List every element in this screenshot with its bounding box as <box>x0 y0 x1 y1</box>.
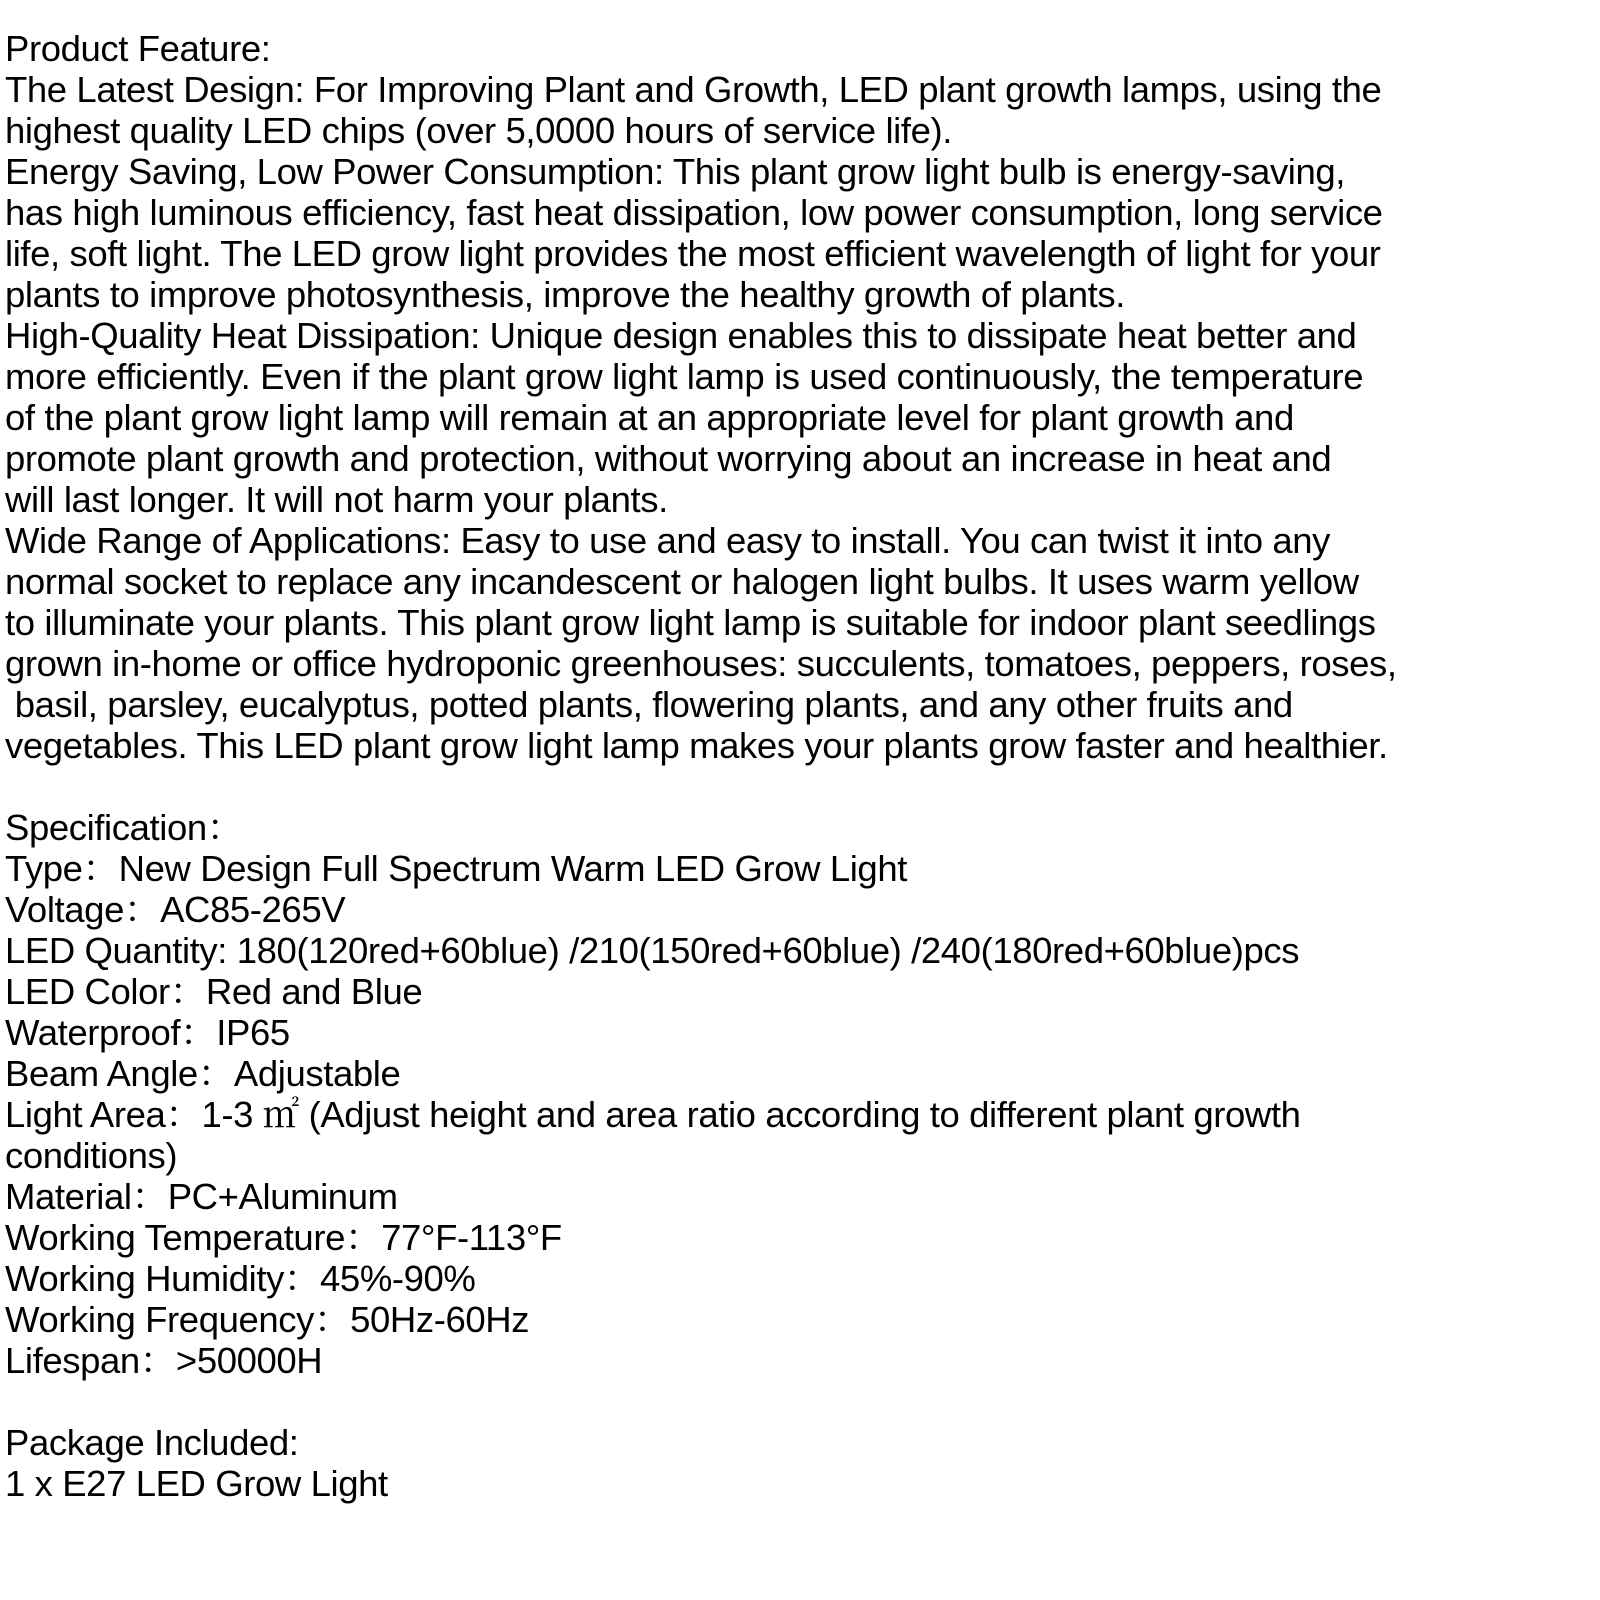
feature-line: to illuminate your plants. This plant grow light lamp is suitable for indoor plant seedlings <box>5 602 1376 643</box>
feature-line: basil, parsley, eucalyptus, potted plants, flowering plants, and any other fruits and <box>5 684 1293 725</box>
package-line: 1 x E27 LED Grow Light <box>5 1463 388 1504</box>
product-feature-section <box>5 28 1597 766</box>
specification-heading: Specification： <box>5 807 243 848</box>
spec-line: Beam Angle：Adjustable <box>5 1053 401 1094</box>
feature-line: normal socket to replace any incandescent or halogen light bulbs. It uses warm yellow <box>5 561 1359 602</box>
spec-line: Working Humidity：45%-90% <box>5 1258 476 1299</box>
feature-line: highest quality LED chips (over 5,0000 hours of service life). <box>5 110 952 151</box>
spec-line: Light Area：1-3 ㎡ (Adjust height and area ratio according to different plant growth <box>5 1094 1301 1135</box>
spec-line: LED Quantity: 180(120red+60blue) /210(150red+60blue) /240(180red+60blue)pcs <box>5 930 1300 971</box>
spec-line: Type：New Design Full Spectrum Warm LED Grow Light <box>5 848 907 889</box>
spec-line: Working Temperature：77°F-113°F <box>5 1217 562 1258</box>
feature-line: life, soft light. The LED grow light provides the most efficient wavelength of light for your <box>5 233 1381 274</box>
feature-line: more efficiently. Even if the plant grow light lamp is used continuously, the temperature <box>5 356 1364 397</box>
specification-section <box>5 807 1597 1381</box>
product-description-document <box>5 28 1597 1504</box>
spec-line: Waterproof：IP65 <box>5 1012 290 1053</box>
spec-line: conditions) <box>5 1135 178 1176</box>
feature-line: has high luminous efficiency, fast heat dissipation, low power consumption, long service <box>5 192 1383 233</box>
feature-line: grown in-home or office hydroponic greenhouses: succulents, tomatoes, peppers, roses, <box>5 643 1397 684</box>
feature-line: High-Quality Heat Dissipation: Unique design enables this to dissipate heat better and <box>5 315 1357 356</box>
spec-line: Working Frequency：50Hz-60Hz <box>5 1299 530 1340</box>
package-heading: Package Included: <box>5 1422 299 1463</box>
feature-line: promote plant growth and protection, without worrying about an increase in heat and <box>5 438 1332 479</box>
spec-line: LED Color：Red and Blue <box>5 971 423 1012</box>
feature-line: Energy Saving, Low Power Consumption: This plant grow light bulb is energy-saving, <box>5 151 1346 192</box>
feature-line: The Latest Design: For Improving Plant and Growth, LED plant growth lamps, using the <box>5 69 1382 110</box>
spec-line: Material：PC+Aluminum <box>5 1176 398 1217</box>
feature-line: will last longer. It will not harm your plants. <box>5 479 668 520</box>
package-section <box>5 1422 1597 1504</box>
feature-line: vegetables. This LED plant grow light lamp makes your plants grow faster and healthier. <box>5 725 1388 766</box>
spec-line: Lifespan：>50000H <box>5 1340 323 1381</box>
product-feature-heading: Product Feature: <box>5 28 271 69</box>
feature-line: plants to improve photosynthesis, improve the healthy growth of plants. <box>5 274 1125 315</box>
feature-line: Wide Range of Applications: Easy to use and easy to install. You can twist it into any <box>5 520 1331 561</box>
feature-line: of the plant grow light lamp will remain at an appropriate level for plant growth and <box>5 397 1294 438</box>
section-spacer <box>5 766 1597 807</box>
spec-line: Voltage：AC85-265V <box>5 889 346 930</box>
section-spacer <box>5 1381 1597 1422</box>
